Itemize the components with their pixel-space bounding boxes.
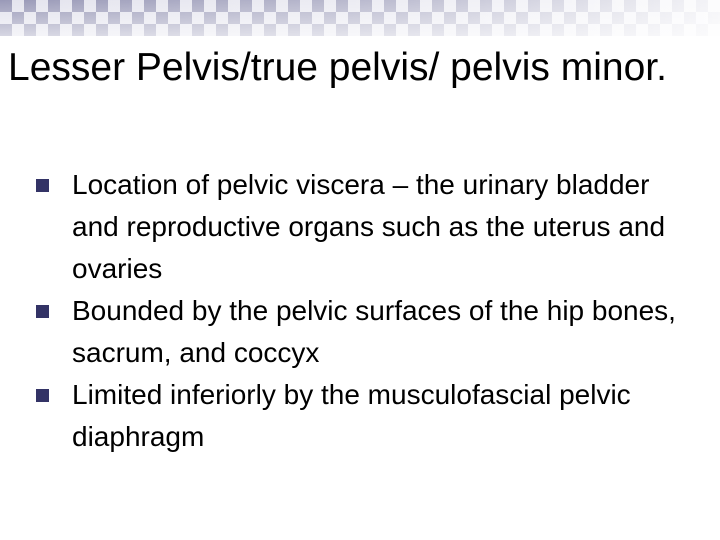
checker-cell	[216, 12, 228, 24]
checker-cell	[684, 12, 696, 24]
checker-cell	[384, 12, 396, 24]
checker-cell	[624, 12, 636, 24]
checker-cell	[348, 12, 360, 24]
checker-cell	[576, 24, 588, 36]
checker-cell	[624, 0, 636, 12]
checker-cell	[516, 12, 528, 24]
checker-cell	[84, 12, 96, 24]
bullet-item	[36, 164, 676, 290]
checker-cell	[492, 24, 504, 36]
checker-cell	[636, 0, 648, 12]
bullet-text: Location of pelvic viscera – the urinary bladder and reproductive organs such as the uterus and ovaries	[72, 169, 666, 284]
checker-cell	[612, 0, 624, 12]
checker-cell	[552, 0, 564, 12]
checker-cell	[312, 24, 324, 36]
checker-cell	[96, 24, 108, 36]
checker-cell	[336, 12, 348, 24]
checker-cell	[132, 24, 144, 36]
checker-cell	[480, 0, 492, 12]
checker-cell	[576, 0, 588, 12]
checker-cell	[240, 24, 252, 36]
checker-cell	[648, 12, 660, 24]
checker-cell	[192, 0, 204, 12]
checker-cell	[24, 0, 36, 12]
checker-cell	[588, 0, 600, 12]
checker-cell	[456, 24, 468, 36]
checker-cell	[612, 24, 624, 36]
checker-cell	[576, 12, 588, 24]
checker-cell	[636, 24, 648, 36]
checker-cell	[660, 0, 672, 12]
checker-cell	[456, 12, 468, 24]
checker-cell	[84, 24, 96, 36]
checker-cell	[660, 12, 672, 24]
checker-cell	[120, 24, 132, 36]
checker-cell	[504, 24, 516, 36]
checker-cell	[108, 12, 120, 24]
square-bullet-icon	[36, 179, 49, 192]
checker-cell	[540, 12, 552, 24]
checker-cell	[24, 24, 36, 36]
checker-cell	[264, 0, 276, 12]
checker-cell	[36, 12, 48, 24]
checker-cell	[504, 12, 516, 24]
checker-cell	[72, 24, 84, 36]
checker-cell	[300, 24, 312, 36]
checker-cell	[528, 24, 540, 36]
checker-cell	[132, 12, 144, 24]
checker-cell	[684, 0, 696, 12]
checker-cell	[312, 12, 324, 24]
checker-cell	[396, 24, 408, 36]
checker-cell	[132, 0, 144, 12]
checker-cell	[48, 0, 60, 12]
checker-cell	[264, 24, 276, 36]
checker-cell	[12, 12, 24, 24]
checker-cell	[72, 12, 84, 24]
checker-cell	[672, 0, 684, 12]
checker-cell	[432, 12, 444, 24]
checker-cell	[480, 12, 492, 24]
checker-cell	[564, 12, 576, 24]
checker-cell	[408, 0, 420, 12]
checker-cell	[708, 24, 720, 36]
checker-cell	[168, 24, 180, 36]
checker-cell	[156, 12, 168, 24]
checker-cell	[204, 0, 216, 12]
checker-cell	[408, 24, 420, 36]
checker-cell	[300, 0, 312, 12]
checker-cell	[696, 12, 708, 24]
checker-cell	[72, 0, 84, 12]
checker-cell	[36, 0, 48, 12]
checker-cell	[360, 24, 372, 36]
checker-cell	[60, 12, 72, 24]
checker-cell	[156, 24, 168, 36]
checker-cell	[348, 0, 360, 12]
checker-cell	[48, 12, 60, 24]
checker-cell	[360, 12, 372, 24]
checker-cell	[492, 0, 504, 12]
bullet-item	[36, 290, 676, 374]
checker-cell	[552, 24, 564, 36]
checker-cell	[180, 0, 192, 12]
checker-cell	[588, 12, 600, 24]
checker-cell	[600, 0, 612, 12]
checker-cell	[240, 12, 252, 24]
checker-cell	[672, 24, 684, 36]
checker-cell	[564, 0, 576, 12]
checker-cell	[0, 24, 12, 36]
checker-cell	[180, 12, 192, 24]
checker-cell	[96, 12, 108, 24]
checker-cell	[216, 0, 228, 12]
checker-cell	[516, 0, 528, 12]
checker-pattern	[0, 0, 720, 36]
checker-cell	[96, 0, 108, 12]
checker-cell	[228, 12, 240, 24]
checker-cell	[228, 0, 240, 12]
checker-cell	[168, 12, 180, 24]
checker-cell	[252, 12, 264, 24]
checker-cell	[192, 24, 204, 36]
checker-cell	[648, 0, 660, 12]
checker-cell	[420, 0, 432, 12]
checker-cell	[384, 0, 396, 12]
checker-cell	[348, 24, 360, 36]
checker-cell	[372, 24, 384, 36]
checker-cell	[372, 12, 384, 24]
checker-cell	[444, 0, 456, 12]
checker-cell	[468, 0, 480, 12]
checker-cell	[108, 24, 120, 36]
checker-cell	[708, 0, 720, 12]
checker-cell	[36, 24, 48, 36]
checker-cell	[360, 0, 372, 12]
checker-cell	[228, 24, 240, 36]
checker-cell	[12, 0, 24, 12]
checker-cell	[264, 12, 276, 24]
checker-cell	[384, 24, 396, 36]
checker-cell	[396, 0, 408, 12]
bullet-text: Limited inferiorly by the musculofascial pelvic diaphragm	[72, 379, 631, 452]
checker-cell	[108, 0, 120, 12]
checker-cell	[672, 12, 684, 24]
checker-cell	[288, 12, 300, 24]
checker-cell	[144, 24, 156, 36]
checker-cell	[468, 12, 480, 24]
checker-cell	[24, 12, 36, 24]
checker-cell	[444, 12, 456, 24]
checker-cell	[168, 0, 180, 12]
checker-cell	[444, 24, 456, 36]
checker-cell	[120, 12, 132, 24]
checker-cell	[564, 24, 576, 36]
checker-cell	[372, 0, 384, 12]
checker-cell	[492, 12, 504, 24]
checker-cell	[276, 0, 288, 12]
checker-cell	[660, 24, 672, 36]
checker-cell	[240, 0, 252, 12]
checker-cell	[636, 12, 648, 24]
checker-cell	[192, 12, 204, 24]
checker-cell	[276, 24, 288, 36]
checker-cell	[324, 24, 336, 36]
checker-cell	[144, 0, 156, 12]
checker-cell	[684, 24, 696, 36]
checker-cell	[696, 24, 708, 36]
checker-cell	[708, 12, 720, 24]
checker-cell	[324, 0, 336, 12]
checker-cell	[144, 12, 156, 24]
checker-cell	[600, 12, 612, 24]
checker-cell	[540, 0, 552, 12]
checker-cell	[12, 24, 24, 36]
square-bullet-icon	[36, 305, 49, 318]
slide-title: Lesser Pelvis/true pelvis/ pelvis minor.	[8, 46, 667, 89]
checker-cell	[60, 0, 72, 12]
checker-cell	[396, 12, 408, 24]
checker-cell	[180, 24, 192, 36]
checker-cell	[252, 24, 264, 36]
checker-cell	[432, 0, 444, 12]
checker-cell	[408, 12, 420, 24]
checker-cell	[48, 24, 60, 36]
checker-cell	[0, 12, 12, 24]
checker-cell	[504, 0, 516, 12]
checker-cell	[552, 12, 564, 24]
checker-cell	[456, 0, 468, 12]
checker-cell	[120, 0, 132, 12]
bullet-item	[36, 374, 676, 458]
checker-cell	[288, 0, 300, 12]
checker-cell	[60, 24, 72, 36]
checker-cell	[324, 12, 336, 24]
checker-cell	[528, 12, 540, 24]
checker-cell	[624, 24, 636, 36]
checker-cell	[588, 24, 600, 36]
checker-cell	[276, 12, 288, 24]
checker-cell	[312, 0, 324, 12]
checker-cell	[216, 24, 228, 36]
checker-cell	[0, 0, 12, 12]
checker-cell	[84, 0, 96, 12]
checker-cell	[252, 0, 264, 12]
checker-cell	[540, 24, 552, 36]
bullet-list	[36, 164, 676, 458]
checker-cell	[432, 24, 444, 36]
checker-cell	[420, 12, 432, 24]
checker-cell	[204, 24, 216, 36]
checker-cell	[648, 24, 660, 36]
checker-cell	[480, 24, 492, 36]
checker-cell	[336, 0, 348, 12]
checker-cell	[600, 24, 612, 36]
checker-cell	[696, 0, 708, 12]
checker-cell	[288, 24, 300, 36]
checker-cell	[612, 12, 624, 24]
checker-cell	[528, 0, 540, 12]
checker-cell	[420, 24, 432, 36]
checker-cell	[516, 24, 528, 36]
checker-cell	[468, 24, 480, 36]
checker-cell	[300, 12, 312, 24]
checker-cell	[336, 24, 348, 36]
checker-cell	[204, 12, 216, 24]
square-bullet-icon	[36, 389, 49, 402]
bullet-text: Bounded by the pelvic surfaces of the hip bones, sacrum, and coccyx	[72, 295, 676, 368]
checker-cell	[156, 0, 168, 12]
